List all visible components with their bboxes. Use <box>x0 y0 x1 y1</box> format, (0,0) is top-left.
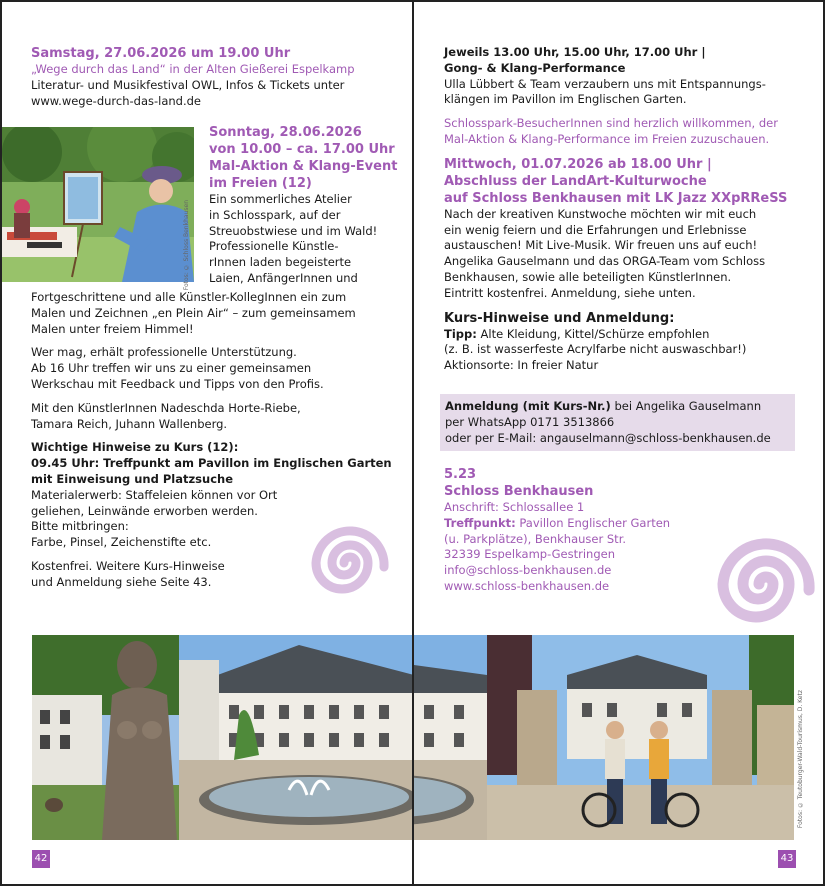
event-date: Mittwoch, 01.07.2026 ab 18.00 Uhr | <box>444 156 712 172</box>
castle-fountain-photo <box>179 635 414 840</box>
photo-credit: Fotos: © Schloss Benkhausen <box>183 200 190 291</box>
venue-email[interactable]: info@schloss-benkhausen.de <box>444 563 612 578</box>
welcome-text: Schlosspark-BesucherInnen sind herzlich willkommen, der <box>444 116 778 131</box>
text-line: Tamara Reich, Juhann Wallenberg. <box>31 416 228 431</box>
text-line: Aktionsorte: In freier Natur <box>444 358 599 373</box>
couple-bikes-photo <box>487 635 794 840</box>
event-title: Abschluss der LandArt-Kulturwoche <box>444 173 707 189</box>
hint-heading: Wichtige Hinweise zu Kurs (12): <box>31 440 239 455</box>
venue-number: 5.23 <box>444 467 477 482</box>
painting-photo <box>2 127 194 282</box>
email-line[interactable]: oder per E-Mail: angauselmann@schloss-benkhausen.de <box>445 430 771 445</box>
gong-performance <box>444 45 814 374</box>
venue-name: Schloss Benkhausen <box>444 484 594 499</box>
event-date: Sonntag, 28.06.2026 <box>209 125 362 140</box>
spiral-icon <box>704 520 825 648</box>
welcome-text: Mal-Aktion & Klang-Performance im Freien zuzuschauen. <box>444 131 770 146</box>
tipp-text: Alte Kleidung, Kittel/Schürze empfohlen <box>476 326 710 341</box>
text-line: Ein sommerliches Atelier <box>209 192 352 206</box>
anmeldung-label: Anmeldung (mit Kurs-Nr.) <box>445 399 611 413</box>
text-line: Ab 16 Uhr treffen wir uns zu einer gemeinsamen <box>31 361 312 376</box>
text-line: Streuobstwiese und im Wald! <box>209 223 378 238</box>
whatsapp-line: per WhatsApp 0171 3513866 <box>445 414 615 429</box>
text-line: Laien, AnfängerInnen und <box>209 270 358 285</box>
anmeldung-text: bei Angelika Gauselmann <box>610 399 762 413</box>
venue-address: Anschrift: Schlossallee 1 <box>444 500 585 514</box>
text-line: in Schlosspark, auf der <box>209 207 341 222</box>
text-line: Materialerwerb: Staffeleien können vor Ort <box>31 487 278 502</box>
gong-heading-2: Gong- & Klang-Performance <box>444 60 626 75</box>
text-line: Wer mag, erhält professionelle Unterstützung. <box>31 345 297 360</box>
text-line: Farbe, Pinsel, Zeichenstifte etc. <box>31 535 212 550</box>
text-line: (z. B. ist wasserfeste Acrylfarbe nicht auswaschbar!) <box>444 342 747 357</box>
text-line: Angelika Gauselmann und das ORGA-Team vom Schloss <box>444 254 766 269</box>
page-42 <box>0 0 412 886</box>
photo-credit: Fotos: © Teutoburger-Wald-Tourismus, D. Ketz <box>797 690 804 829</box>
text-line: Mit den KünstlerInnen Nadeschda Horte-Riebe, <box>31 400 301 415</box>
event-title-2: im Freien (12) <box>209 176 312 191</box>
spiral-icon <box>302 518 397 608</box>
text-line: Werkschau mit Feedback und Tipps von den Profis. <box>31 376 324 391</box>
text-line: Bitte mitbringen: <box>31 519 129 534</box>
text-line: Benkhausen, sowie alle beteiligten KünstlerInnen. <box>444 269 732 284</box>
text-line: Nach der kreativen Kunstwoche möchten wir mit euch <box>444 206 757 221</box>
text-line: Professionelle Künstle- <box>209 239 339 254</box>
text-line: austauschen! Mit Live-Musik. Wir freuen uns auf euch! <box>444 238 758 253</box>
event-date: Samstag, 27.06.2026 um 19.00 Uhr <box>31 46 291 61</box>
event-time: von 10.00 – ca. 17.00 Uhr <box>209 142 395 157</box>
text-line: geliehen, Leinwände erworben werden. <box>31 503 258 518</box>
page-43 <box>412 0 825 886</box>
event-link[interactable]: www.wege-durch-das-land.de <box>31 93 201 108</box>
text-line: und Anmeldung siehe Seite 43. <box>31 574 212 589</box>
anmeldung-box <box>440 394 795 451</box>
text-line: Malen unter freiem Himmel! <box>31 321 194 336</box>
hint-bold: mit Einweisung und Platzsuche <box>31 471 233 486</box>
venue-city: 32339 Espelkamp-Gestringen <box>444 547 616 562</box>
text-line: klängen im Pavillon im Englischen Garten. <box>444 92 687 107</box>
text-line: Eintritt kostenfrei. Anmeldung, siehe unten. <box>444 285 696 300</box>
hint-bold: 09.45 Uhr: Treffpunkt am Pavillon im Englischen Garten <box>31 456 392 471</box>
text-line: Ulla Lübbert & Team verzaubern uns mit Entspannungs- <box>444 76 766 91</box>
event-info: Literatur- und Musikfestival OWL, Infos & Tickets unter <box>31 77 345 92</box>
event-mal-aktion <box>209 124 409 287</box>
venue-website[interactable]: www.schloss-benkhausen.de <box>444 578 610 593</box>
event-title: Mal-Aktion & Klang-Event <box>209 159 398 174</box>
text-line: Malen und Zeichnen „en Plein Air“ – zum gemeinsamem <box>31 305 356 320</box>
tipp-label: Tipp: <box>444 326 477 341</box>
venue-parking: (u. Parkplätze), Benkhauser Str. <box>444 531 627 546</box>
event-subtitle: „Wege durch das Land“ in der Alten Gießerei Espelkamp <box>31 62 355 76</box>
page-number: 43 <box>778 850 796 868</box>
page-number: 42 <box>32 850 50 868</box>
text-line: Fortgeschrittene und alle Künstler-KollegInnen ein zum <box>31 290 347 304</box>
kurs-heading: Kurs-Hinweise und Anmeldung: <box>444 310 675 326</box>
event-title-2: auf Schloss Benkhausen mit LK Jazz XXpRReSS <box>444 190 788 206</box>
meet-label: Treffpunkt: <box>444 515 516 530</box>
text-line: rInnen laden begeisterte <box>209 255 352 270</box>
venue-info <box>444 466 744 595</box>
gong-heading: Jeweils 13.00 Uhr, 15.00 Uhr, 17.00 Uhr | <box>444 45 706 59</box>
text-line: Kostenfrei. Weitere Kurs-Hinweise <box>31 558 225 573</box>
text-line: ein wenig feiern und die Erfahrungen und Erlebnisse <box>444 222 747 237</box>
event-wege-durch-das-land <box>31 45 406 109</box>
meet-text: Pavillon Englischer Garten <box>515 515 671 530</box>
castle-photo-continued <box>414 635 487 840</box>
statue-photo <box>32 635 179 840</box>
